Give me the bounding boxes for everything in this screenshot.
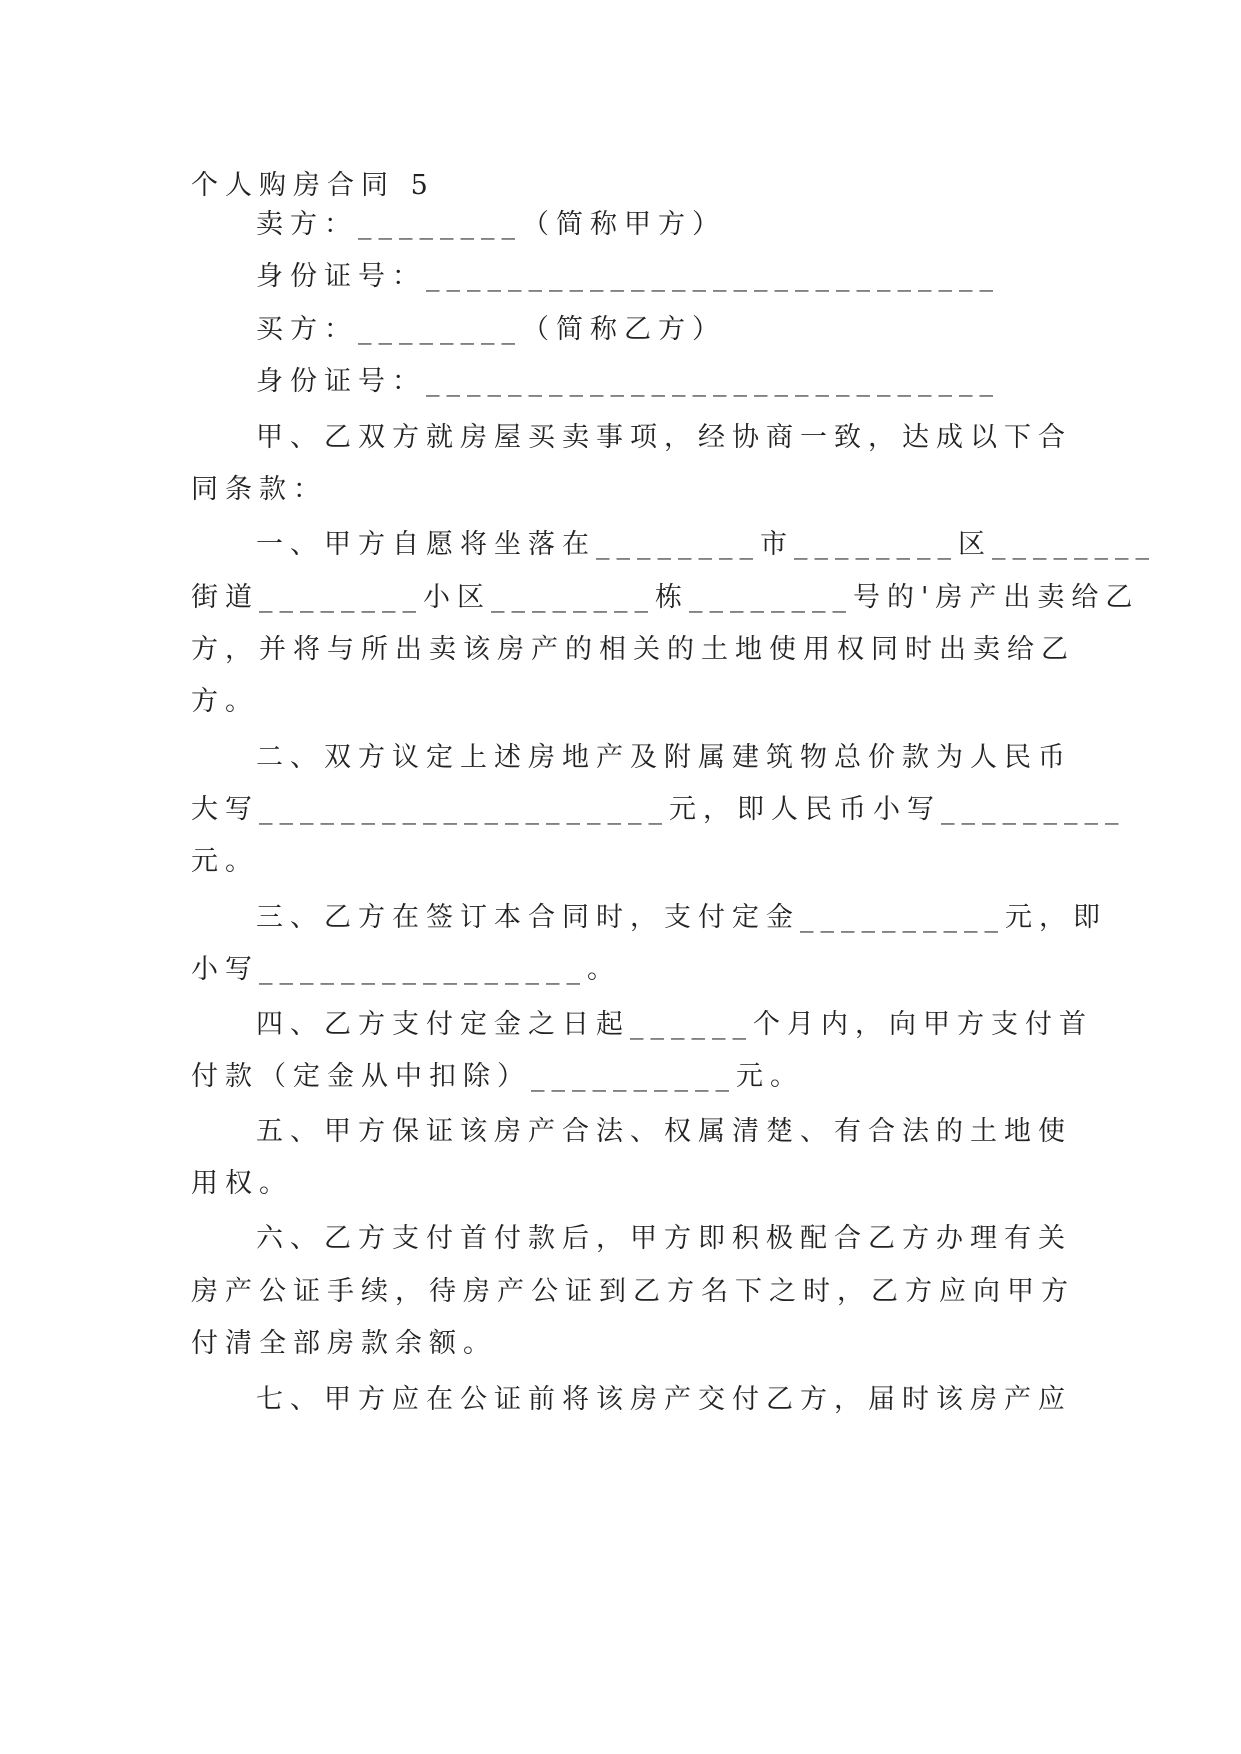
clause-7-line-1: 七、甲方应在公证前将该房产交付乙方，届时该房产应 <box>256 1384 1072 1415</box>
clause-4-line-2: 付款（定金从中扣除）__________元。 <box>191 1061 804 1092</box>
clause-2-line-2: 大写____________________元，即人民币小写_________ <box>191 794 1126 825</box>
seller-line: 卖方：________（简称甲方） <box>256 209 726 240</box>
clause-6-line-2: 房产公证手续，待房产公证到乙方名下之时，乙方应向甲方 <box>191 1276 1075 1307</box>
clause-2-line-3: 元。 <box>191 846 259 877</box>
clause-1-line-3: 方，并将与所出卖该房产的相关的土地使用权同时出卖给乙 <box>191 634 1075 665</box>
clause-1-line-4: 方。 <box>191 686 259 717</box>
intro-line-2: 同条款： <box>191 474 327 505</box>
clause-3-line-2: 小写________________。 <box>191 954 621 985</box>
document-title: 个人购房合同 5 <box>191 170 435 201</box>
clause-1-line-1: 一、甲方自愿将坐落在________市________区________ <box>256 529 1156 560</box>
clause-6-line-1: 六、乙方支付首付款后，甲方即积极配合乙方办理有关 <box>256 1223 1072 1254</box>
clause-5-line-1: 五、甲方保证该房产合法、权属清楚、有合法的土地使 <box>256 1116 1072 1147</box>
buyer-line: 买方：________（简称乙方） <box>256 314 726 345</box>
clause-2-line-1: 二、双方议定上述房地产及附属建筑物总价款为人民币 <box>256 742 1072 773</box>
clause-5-line-2: 用权。 <box>191 1168 293 1199</box>
intro-line-1: 甲、乙双方就房屋买卖事项，经协商一致，达成以下合 <box>256 422 1072 453</box>
clause-1-line-2: 街道________小区________栋________号的'房产出卖给乙 <box>191 582 1140 613</box>
buyer-id-line: 身份证号：____________________________ <box>256 366 1000 397</box>
clause-6-line-3: 付清全部房款余额。 <box>191 1328 497 1359</box>
clause-4-line-1: 四、乙方支付定金之日起______个月内，向甲方支付首 <box>256 1009 1093 1040</box>
seller-id-line: 身份证号：____________________________ <box>256 261 1000 292</box>
clause-3-line-1: 三、乙方在签订本合同时，支付定金__________元，即 <box>256 902 1107 933</box>
